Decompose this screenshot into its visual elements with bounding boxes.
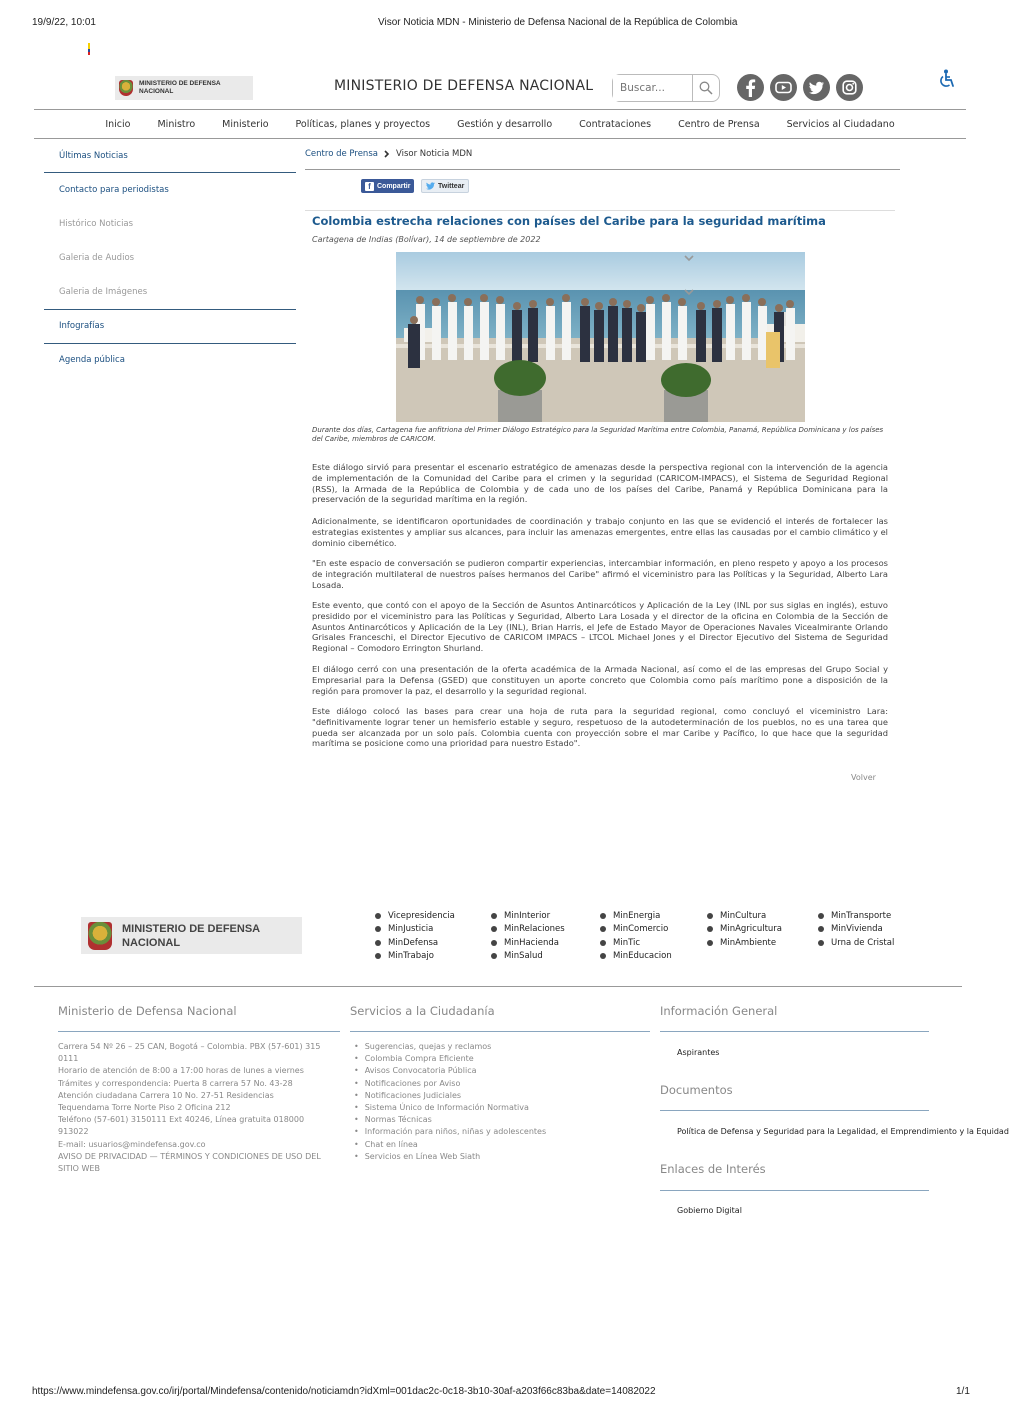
article-title: Colombia estrecha relaciones con países del Caribe para la seguridad marítima xyxy=(312,214,826,228)
sidebar-divider xyxy=(44,343,296,344)
footer-divider xyxy=(34,986,962,987)
footer-col1-title: Ministerio de Defensa Nacional xyxy=(58,1004,237,1018)
service-label: • Servicios en Línea Web Siath xyxy=(364,1151,481,1161)
main-nav xyxy=(34,110,966,138)
privacy-link[interactable]: AVISO DE PRIVACIDAD — TÉRMINOS Y CONDICIONES DE USO DEL xyxy=(58,1151,321,1161)
address-line: Horario de atención de 8:00 a 17:00 horas de lunes a viernes xyxy=(58,1066,304,1076)
service-link[interactable] xyxy=(354,1151,554,1163)
enlaces-title: Enlaces de Interés xyxy=(660,1162,766,1176)
sidebar-divider xyxy=(44,309,296,310)
print-url: https://www.mindefensa.gov.co/irj/portal/Mindefensa/contenido/noticiamdn?idXml=001dac2c-0c18-3b10-30af-a203f66c83ba&date=14082022 xyxy=(32,1386,656,1397)
logo-line2: NACIONAL xyxy=(139,88,174,95)
facebook-share-label: Compartir xyxy=(377,182,411,190)
ministry-link[interactable]: Urna de Cristal xyxy=(818,938,894,948)
info-line xyxy=(660,1190,929,1191)
service-label: • Información para niños, niñas y adolescentes xyxy=(364,1127,547,1137)
service-link[interactable] xyxy=(354,1053,554,1065)
footer-col1-line xyxy=(58,1031,340,1032)
nav-ministerio[interactable]: Ministerio xyxy=(222,118,269,130)
photo-caption: Durante dos días, Cartagena fue anfitriona del Primer Diálogo Estratégico para la Seguridad Marítima entre Colombia, Panamá, República Dominicana y los países del Caribe, miembros de CARICOM. xyxy=(312,426,884,443)
footer-address xyxy=(58,1041,343,1175)
sidebar-divider xyxy=(44,172,296,173)
search-button[interactable] xyxy=(692,75,719,101)
ministry-link[interactable]: MinEducacion xyxy=(600,951,672,961)
service-link[interactable] xyxy=(354,1041,554,1053)
ministries-col xyxy=(375,911,455,961)
chevron-down-icon xyxy=(684,288,694,296)
facebook-small-icon: f xyxy=(365,182,374,191)
service-link[interactable] xyxy=(354,1114,554,1126)
politica-link[interactable]: Política de Defensa y Seguridad para la Legalidad, el Emprendimiento y la Equidad xyxy=(677,1127,1009,1136)
ministry-link[interactable]: MinAmbiente xyxy=(707,938,782,948)
article-paragraph: "En este espacio de conversación se pudieron compartir experiencias, intercambiar información, en pleno respeto y apoyo a los procesos de integración multilateral de nuestros países hermanos del Caribe" afirmó el viceministro para las Políticas y la Seguridad, Alberto Lara Losada. xyxy=(312,558,888,590)
ministry-link[interactable]: MinInterior xyxy=(491,911,565,921)
logo-line1: MINISTERIO DE DEFENSA xyxy=(139,80,221,87)
twitter-icon[interactable] xyxy=(803,74,830,101)
sidebar-item-ultimas-noticias[interactable]: Últimas Noticias xyxy=(59,151,128,161)
footer-col2-title: Servicios a la Ciudadanía xyxy=(350,1004,495,1018)
info-line xyxy=(660,1110,929,1111)
facebook-share-button[interactable] xyxy=(361,179,414,193)
nav-inicio[interactable]: Inicio xyxy=(105,118,131,130)
service-link[interactable] xyxy=(354,1065,554,1077)
ministry-link[interactable]: MinRelaciones xyxy=(491,924,565,934)
facebook-icon[interactable] xyxy=(737,74,764,101)
crest-icon xyxy=(119,80,133,96)
chevron-right-icon xyxy=(384,150,390,158)
crest-icon xyxy=(88,922,112,950)
sidebar-item-audios[interactable]: Galeria de Audios xyxy=(59,253,135,263)
service-link[interactable] xyxy=(354,1102,554,1114)
accessibility-icon[interactable] xyxy=(939,69,957,93)
sidebar-item-agenda[interactable]: Agenda pública xyxy=(59,355,125,365)
nav-politicas[interactable]: Políticas, planes y proyectos xyxy=(295,118,431,130)
instagram-icon[interactable] xyxy=(836,74,863,101)
ministry-link[interactable]: MinEnergia xyxy=(600,911,672,921)
ministry-link[interactable]: MinCultura xyxy=(707,911,782,921)
print-page-number: 1/1 xyxy=(956,1386,970,1397)
address-line: Atención ciudadana Carrera 10 No. 27-51 Residencias xyxy=(58,1090,274,1100)
nav-ministro[interactable]: Ministro xyxy=(157,118,196,130)
ministries-col xyxy=(491,911,565,961)
footer-col2-line xyxy=(350,1031,650,1032)
article-date: Cartagena de Indias (Bolívar), 14 de septiembre de 2022 xyxy=(312,235,541,244)
sidebar-item-contacto[interactable]: Contacto para periodistas xyxy=(59,185,169,195)
breadcrumb xyxy=(305,149,472,159)
service-label: • Normas Técnicas xyxy=(364,1115,432,1125)
breadcrumb-current: Visor Noticia MDN xyxy=(395,149,473,159)
service-label: • Sugerencias, quejas y reclamos xyxy=(364,1042,492,1051)
address-line: Trámites y correspondencia: Puerta 8 carrera 57 No. 43-28 xyxy=(58,1078,293,1088)
nav-contrataciones[interactable]: Contrataciones xyxy=(579,118,652,130)
ministry-link[interactable]: MinTransporte xyxy=(818,911,894,921)
service-link[interactable] xyxy=(354,1139,554,1151)
sidebar-item-historico[interactable]: Histórico Noticias xyxy=(59,219,134,229)
address-line: 0111 xyxy=(58,1054,79,1064)
ministry-link[interactable]: Vicepresidencia xyxy=(375,911,455,921)
sidebar-item-imagenes[interactable]: Galeria de Imágenes xyxy=(59,287,148,297)
nav-servicios[interactable]: Servicios al Ciudadano xyxy=(786,118,895,130)
ministry-link[interactable]: MinTic xyxy=(600,938,672,948)
nav-gestion[interactable]: Gestión y desarrollo xyxy=(457,118,553,130)
ministries-col xyxy=(600,911,672,961)
flag-bar xyxy=(88,43,90,55)
article-paragraph: Este evento, que contó con el apoyo de la Sección de Asuntos Antinarcóticos y Aplicación de la Ley (INL por sus siglas en inglés), estuvo presidido por el viceministro para las Políticas y Seguridad, Alberto Lara Losada y el director de la oficina en Colombia de la Sección de Asuntos Antinarcóticos y Aplicación de la Ley (INL), Brian Harris, el Jefe de Estado Mayor de Operaciones Navales Vicealmirante Orlando Grisales Franceschi, el Director Ejecutivo de CARICOM IMPACS – LTCOL Michael Jones y el Director Ejecutivo del Sistema de Seguridad Regional – Comodoro Errington Shurland. xyxy=(312,600,888,654)
search-input[interactable] xyxy=(613,75,692,101)
ministry-link[interactable]: MinComercio xyxy=(600,924,672,934)
address-line: Carrera 54 Nº 26 – 25 CAN, Bogotá – Colombia. PBX (57-601) 315 xyxy=(58,1042,321,1051)
article-paragraph: El diálogo cerró con una presentación de la oferta académica de la Armada Nacional, así como el de las empresas del Grupo Social y Empresarial para la Defensa (GSED) que constituyen un aporte concreto que Colombia como país marítimo pone a disposición de la región para promover la paz, el desarrollo y la seguridad regional. xyxy=(312,664,888,696)
documentos-title: Documentos xyxy=(660,1083,733,1097)
back-link[interactable]: Volver xyxy=(851,773,876,782)
twitter-share-label: Twittear xyxy=(438,182,465,190)
nav-centro-prensa[interactable]: Centro de Prensa xyxy=(678,118,760,130)
ministry-link[interactable]: MinDefensa xyxy=(375,938,455,948)
footer-logo-line2: NACIONAL xyxy=(122,936,181,949)
chevron-down-icon xyxy=(684,254,694,262)
service-label: • Sistema Único de Información Normativa xyxy=(364,1103,529,1113)
search-icon xyxy=(699,81,713,95)
breadcrumb-divider xyxy=(305,169,900,170)
article-paragraph: Este diálogo sirvió para presentar el escenario estratégico de amenazas desde la perspectiva regional con la intervención de la agencia de implementación de la Comunidad del Caribe para el crimen y la seguridad (CARICOM-IMPACS), el Sistema de Seguridad Regional (RSS), la Armada de la República de Colombia y de cada uno de los países del Caribe, Panamá y República Dominicana para la preservación de la seguridad marítima en la región. xyxy=(312,462,888,505)
service-label: • Notificaciones Judiciales xyxy=(364,1090,462,1100)
article-divider xyxy=(305,210,895,211)
info-line xyxy=(660,1031,929,1032)
aspirantes-link[interactable]: Aspirantes xyxy=(677,1048,720,1057)
ministry-link[interactable]: MinJusticia xyxy=(375,924,455,934)
article-paragraph: Este diálogo colocó las bases para crear una hoja de ruta para la seguridad regional, como concluyó el viceministro Lara: "definitivamente lograr tener un hemisferio estable y seguro, respetuoso de la autodeterminación de los pueblos, no es una tarea que pueda ser alcanzada por un solo país. Colombia cuenta con proyección sobre el mar Caribe y Pacífico, lo que hace que la seguridad marítima se posicione como una prioridad para nuestro Estado". xyxy=(312,706,888,749)
twitter-small-icon xyxy=(426,182,435,190)
address-line: 913022 xyxy=(58,1127,89,1137)
footer-logo[interactable] xyxy=(81,917,302,954)
privacy-link[interactable]: SITIO WEB xyxy=(58,1164,100,1174)
ministries-col xyxy=(818,911,894,948)
article-paragraph: Adicionalmente, se identificaron oportunidades de coordinación y trabajo conjunto en las que se evidenció el interés de fortalecer las estrategias existentes y ampliar sus alcances, para incluir las amenazas emergentes, entre ellas las causadas por el cambio climático y el dominio cibernético. xyxy=(312,516,888,548)
service-label: • Chat en línea xyxy=(364,1139,418,1149)
address-line: Teléfono (57-601) 3150111 Ext 40246, Línea gratuita 018000 xyxy=(58,1115,305,1125)
site-title: MINISTERIO DE DEFENSA NACIONAL xyxy=(334,78,594,94)
services-list xyxy=(354,1041,554,1163)
ministry-link[interactable]: MinAgricultura xyxy=(707,924,782,934)
sidebar-item-infografias[interactable]: Infografías xyxy=(59,321,105,331)
service-link[interactable] xyxy=(354,1126,554,1138)
ministries-col xyxy=(707,911,782,948)
print-datetime: 19/9/22, 10:01 xyxy=(32,17,96,28)
breadcrumb-parent[interactable]: Centro de Prensa xyxy=(305,149,378,159)
email-link[interactable]: E-mail: usuarios@mindefensa.gov.co xyxy=(58,1139,206,1149)
twitter-share-button[interactable] xyxy=(421,179,469,193)
search-box xyxy=(612,74,720,102)
footer-logo-line1: MINISTERIO DE DEFENSA xyxy=(122,922,261,935)
ministry-link[interactable]: MinSalud xyxy=(491,951,565,961)
service-link[interactable] xyxy=(354,1090,554,1102)
address-line: Tequendama Torre Norte Piso 2 Oficina 212 xyxy=(58,1103,231,1113)
ministry-link[interactable]: MinHacienda xyxy=(491,938,565,948)
header-logo[interactable] xyxy=(115,76,253,100)
nav-bottom-line xyxy=(34,138,966,139)
article-photo xyxy=(396,252,805,422)
youtube-icon[interactable] xyxy=(770,74,797,101)
print-page-title: Visor Noticia MDN - Ministerio de Defensa Nacional de la República de Colombia xyxy=(378,17,738,28)
service-label: • Colombia Compra Eficiente xyxy=(364,1054,474,1064)
service-label: • Notificaciones por Aviso xyxy=(364,1078,461,1088)
service-label: • Avisos Convocatoria Pública xyxy=(364,1066,477,1076)
ministry-link[interactable]: MinVivienda xyxy=(818,924,894,934)
gobierno-digital-link[interactable]: Gobierno Digital xyxy=(677,1206,742,1215)
ministry-link[interactable]: MinTrabajo xyxy=(375,951,455,961)
info-general-title: Información General xyxy=(660,1004,778,1018)
service-link[interactable] xyxy=(354,1078,554,1090)
